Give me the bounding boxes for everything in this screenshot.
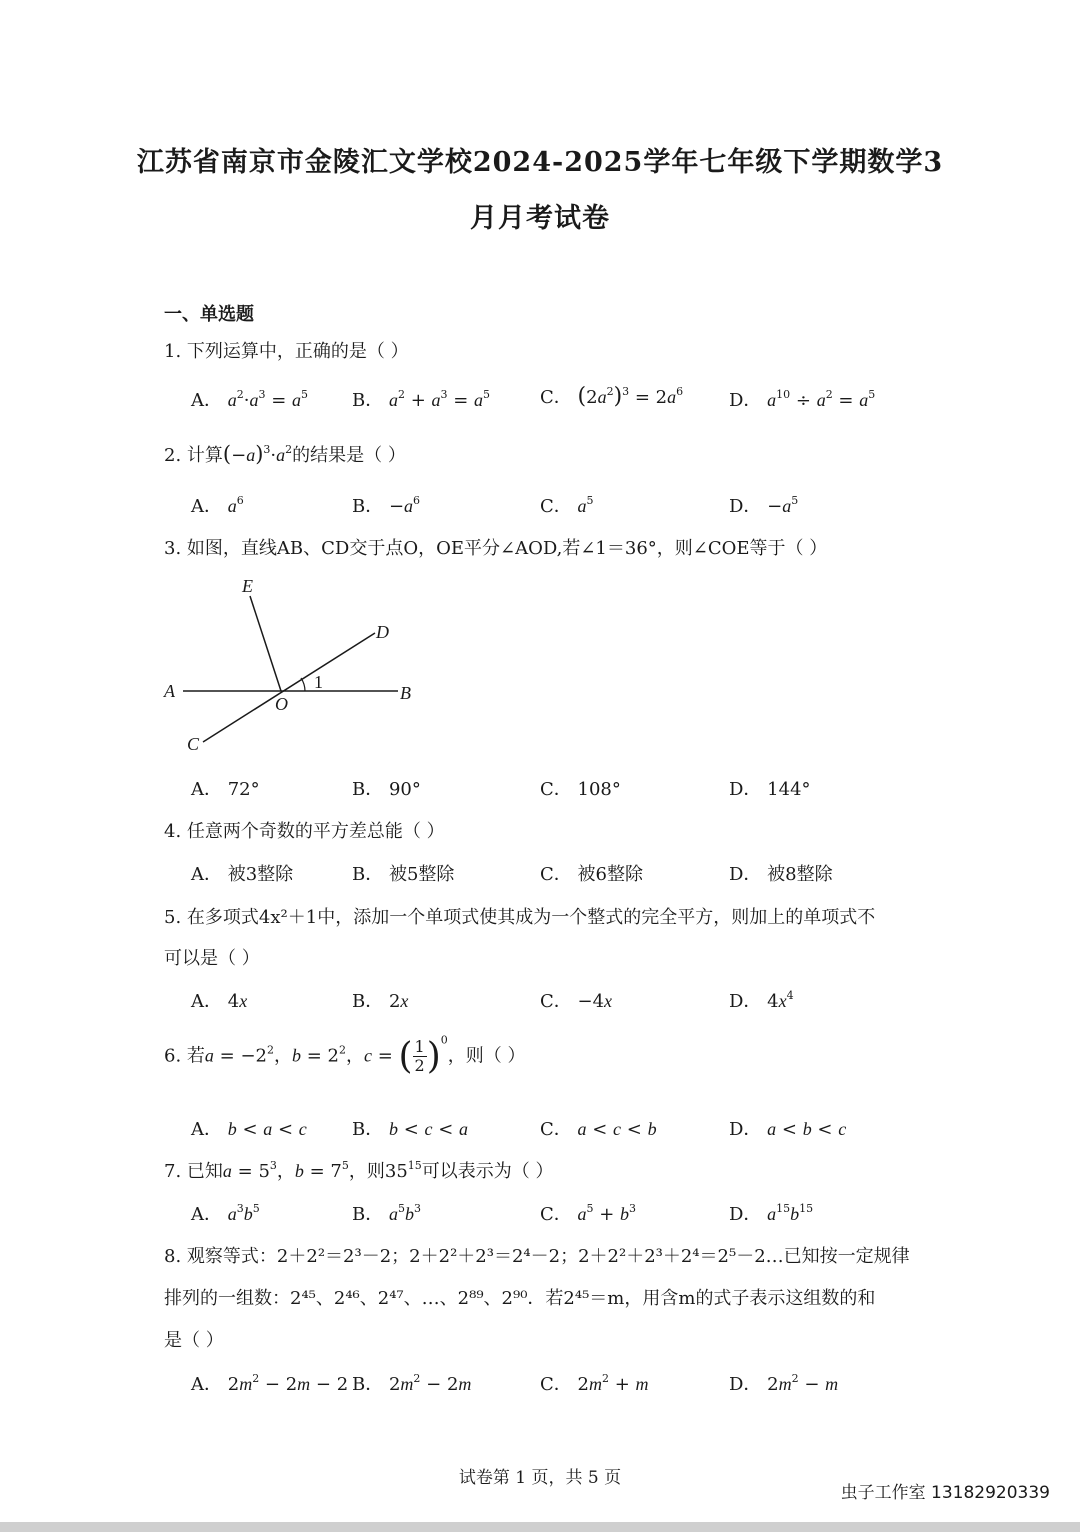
question-3 <box>164 534 827 560</box>
q7-option-b[interactable]: B． $a^5b^3$ <box>352 1202 421 1225</box>
q3-option-d[interactable]: D． 144° <box>729 779 811 800</box>
q6-option-d[interactable]: D． a < b < c <box>729 1119 847 1140</box>
label-b: B <box>400 683 411 703</box>
question-stem-line1: 观察等式：2＋2²＝2³－2；2＋2²＋2³＝2⁴－2；2＋2²＋2³＋2⁴＝2⁵－2…已知按一定规律 <box>186 1246 910 1267</box>
question-4 <box>164 817 445 843</box>
geometry-figure <box>155 570 435 760</box>
exam-title-line1: 江苏省南京市金陵汇文学校2024-2025学年七年级下学期数学3 <box>136 147 944 178</box>
q5-option-c[interactable]: C． −4x <box>540 991 613 1012</box>
question-2: 2. 计算$(-a)^3\cdot a^2$的结果是（ ） <box>164 442 406 466</box>
question-number: 3. <box>164 538 182 559</box>
question-5-line2: 可以是（ ） <box>164 948 260 969</box>
question-6: 6. 若$a = -2^2$，$b = 2^2$，c = ( $\frac{1}{2}$ )$^0$，则（ ） <box>164 1033 526 1077</box>
q2-option-d[interactable]: D． $-a^5$ <box>729 494 799 517</box>
q1-option-b[interactable]: B． $a^2 + a^3 = a^5$ <box>352 388 491 411</box>
label-d: D <box>376 622 389 642</box>
question-number: 6. <box>164 1045 182 1067</box>
question-1 <box>164 337 409 363</box>
q1-option-a[interactable]: A． $a^2\cdot a^3 = a^5$ <box>191 388 308 411</box>
q4-option-d[interactable]: D． 被8整除 <box>729 864 833 885</box>
question-5 <box>164 903 875 929</box>
question-number: 7. <box>164 1161 182 1182</box>
question-8-line3: 是（ ） <box>164 1330 224 1351</box>
q1-option-c[interactable]: C． $(2a^2)^3 = 2a^6$ <box>540 384 684 409</box>
q8-option-c[interactable]: C． $2m^2 + m$ <box>540 1372 649 1395</box>
q6-option-a[interactable]: A． b < a < c <box>191 1119 307 1140</box>
question-number: 5. <box>164 907 182 928</box>
page-footer: 试卷第 1 页，共 5 页 <box>458 1468 622 1488</box>
question-number: 2. <box>164 445 182 466</box>
label-c: C <box>187 734 200 754</box>
question-number: 4. <box>164 821 182 842</box>
label-e: E <box>242 576 253 596</box>
q4-option-b[interactable]: B． 被5整除 <box>352 864 455 885</box>
q5-option-d[interactable]: D． $4x^4$ <box>729 989 794 1012</box>
q6-option-b[interactable]: B． b < c < a <box>352 1119 469 1140</box>
line-cd <box>203 633 375 742</box>
question-8 <box>164 1242 910 1268</box>
question-stem: 下列运算中，正确的是（ ） <box>186 341 409 362</box>
q5-option-b[interactable]: B． 2x <box>352 991 409 1012</box>
q1-option-d[interactable]: D． $a^{10} \div a^2 = a^5$ <box>729 388 876 411</box>
question-8-line2: 排列的一组数：2⁴⁵、2⁴⁶、2⁴⁷、…、2⁸⁹、2⁹⁰．若2⁴⁵＝m，用含m的式子表示这组数的和 <box>164 1288 876 1309</box>
q7-option-d[interactable]: D． $a^{15}b^{15}$ <box>729 1202 814 1225</box>
angle-arc <box>301 678 305 691</box>
q4-option-a[interactable]: A． 被3整除 <box>191 864 294 885</box>
q7-option-a[interactable]: A． $a^3b^5$ <box>191 1202 260 1225</box>
q5-option-a[interactable]: A． 4x <box>191 991 248 1012</box>
exam-title-line2: 月月考试卷 <box>470 203 610 234</box>
q8-option-d[interactable]: D． $2m^2 - m$ <box>729 1372 839 1395</box>
bottom-bar <box>0 1522 1080 1532</box>
q4-option-c[interactable]: C． 被6整除 <box>540 864 643 885</box>
q3-option-b[interactable]: B． 90° <box>352 779 421 800</box>
q2-option-a[interactable]: A． $a^6$ <box>191 494 244 517</box>
label-a: A <box>164 681 175 701</box>
ray-oe <box>250 596 281 691</box>
q3-option-c[interactable]: C． 108° <box>540 779 621 800</box>
q8-option-a[interactable]: A． $2m^2 - 2m - 2$ <box>191 1372 349 1395</box>
section-heading: 一、单选题 <box>164 304 254 325</box>
q3-option-a[interactable]: A． 72° <box>191 779 260 800</box>
label-o: O <box>275 694 288 714</box>
q8-option-b[interactable]: B． $2m^2 - 2m$ <box>352 1372 472 1395</box>
question-number: 8. <box>164 1246 182 1267</box>
question-stem: 任意两个奇数的平方差总能（ ） <box>186 821 445 842</box>
q6-option-c[interactable]: C． a < c < b <box>540 1119 657 1140</box>
q2-option-c[interactable]: C． $a^5$ <box>540 494 594 517</box>
label-angle-1: 1 <box>314 672 323 692</box>
question-7: 7. 已知$a = 5^3$，$b = 7^5$，则$35^{15}$可以表示为（ ） <box>164 1159 554 1182</box>
question-stem: 如图，直线AB、CD交于点O，OE平分∠AOD,若∠1＝36°，则∠COE等于（ ） <box>186 538 828 559</box>
q2-option-b[interactable]: B． $-a^6$ <box>352 494 421 517</box>
question-stem-line1: 在多项式4x²＋1中，添加一个单项式使其成为一个整式的完全平方，则加上的单项式不 <box>186 907 876 928</box>
question-number: 1. <box>164 341 182 362</box>
q7-option-c[interactable]: C． $a^5 + b^3$ <box>540 1202 637 1225</box>
watermark: 虫子工作室 13182920339 <box>840 1483 1050 1503</box>
